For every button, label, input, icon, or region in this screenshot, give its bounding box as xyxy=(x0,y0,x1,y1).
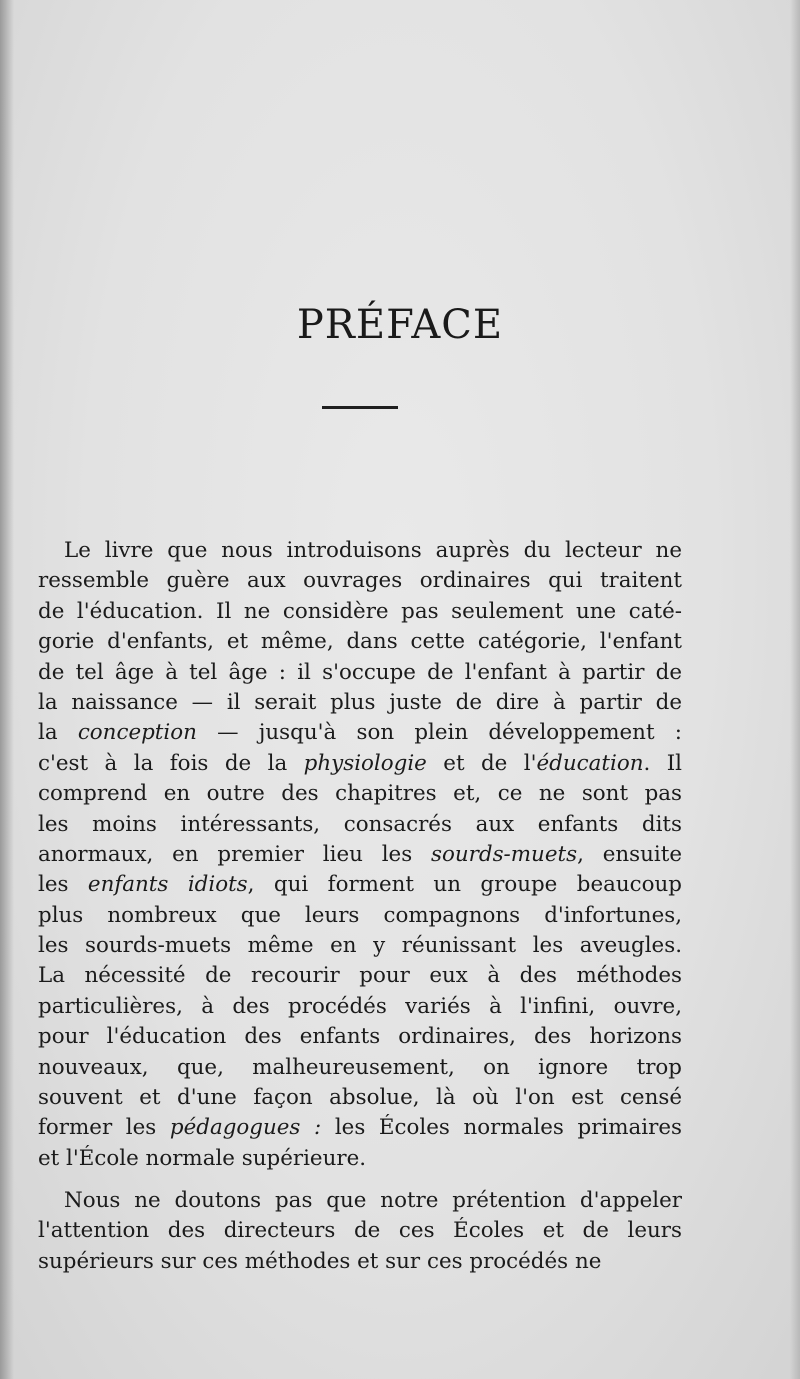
line-text: former les xyxy=(38,1115,170,1141)
line-text: pour l'éducation des enfants ordinaires, des horizons xyxy=(38,1024,682,1050)
text-line xyxy=(38,1022,682,1052)
italic-text: éducation xyxy=(536,750,644,776)
line-text: anormaux, en premier lieu les xyxy=(38,841,432,867)
text-line xyxy=(38,1216,682,1246)
line-text: les xyxy=(38,872,88,898)
line-text: de l'éducation. Il ne considère pas seulement une caté- xyxy=(38,598,682,624)
text-line xyxy=(38,536,682,566)
line-text: et de l' xyxy=(426,750,537,776)
paragraph-1 xyxy=(38,536,682,1174)
line-text: l'attention des directeurs de ces Écoles et de leurs xyxy=(38,1218,682,1244)
line-text: , ensuite xyxy=(577,841,682,867)
text-line xyxy=(38,658,682,688)
line-text: , qui forment un groupe beaucoup xyxy=(247,872,682,898)
text-line xyxy=(38,810,682,840)
line-text: les sourds-muets même en y réunissant les aveugles. xyxy=(38,933,682,959)
italic-text: enfants idiots xyxy=(87,872,248,898)
line-text: c'est à la fois de la xyxy=(38,750,304,776)
line-text: ressemble guère aux ouvrages ordinaires qui traitent xyxy=(38,568,682,594)
text-line xyxy=(38,992,682,1022)
text-line xyxy=(38,1113,682,1143)
page-title: PRÉFACE xyxy=(296,302,504,348)
line-text: La nécessité de recourir pour eux à des méthodes xyxy=(38,963,682,989)
line-text: et l'École normale supérieure. xyxy=(38,1145,367,1171)
text-line xyxy=(38,1053,682,1083)
italic-text: conception xyxy=(77,720,197,746)
text-line xyxy=(38,779,682,809)
line-text: supérieurs sur ces méthodes et sur ces procédés ne xyxy=(38,1248,602,1274)
text-line xyxy=(38,627,682,657)
text-line xyxy=(38,1247,682,1277)
text-line xyxy=(38,688,682,718)
line-text: gorie d'enfants, et même, dans cette catégorie, l'enfant xyxy=(38,629,682,655)
text-line xyxy=(38,749,682,779)
line-text: . Il xyxy=(643,750,683,776)
text-line xyxy=(38,870,682,900)
line-text: les Écoles normales primaires xyxy=(321,1115,683,1141)
line-text: comprend en outre des chapitres et, ce ne sont pas xyxy=(38,781,682,807)
text-line xyxy=(38,1144,682,1174)
italic-text: physiologie xyxy=(303,750,427,776)
text-line xyxy=(38,961,682,991)
line-text: — jusqu'à son plein développement : xyxy=(196,720,682,746)
italic-text: pédagogues : xyxy=(169,1115,322,1141)
line-text: plus nombreux que leurs compagnons d'infortunes, xyxy=(38,902,682,928)
italic-text: sourds-muets xyxy=(431,841,578,867)
title-rule xyxy=(322,406,398,409)
paragraph-2 xyxy=(38,1186,682,1277)
text-line xyxy=(38,1186,682,1216)
line-text: Nous ne doutons pas que notre prétention d'appeler xyxy=(64,1188,682,1213)
line-text: Le livre que nous introduisons auprès du lecteur ne xyxy=(64,538,682,563)
line-text: particulières, à des procédés variés à l'infini, ouvre, xyxy=(38,993,682,1019)
line-text: nouveaux, que, malheureusement, on ignore trop xyxy=(38,1054,682,1080)
line-text: la xyxy=(38,720,78,746)
line-text: les moins intéressants, consacrés aux enfants dits xyxy=(38,811,682,837)
spine-shadow xyxy=(0,0,14,1379)
text-line xyxy=(38,901,682,931)
page-edge-shadow xyxy=(790,0,800,1379)
text-line xyxy=(38,718,682,748)
text-line xyxy=(38,931,682,961)
text-line xyxy=(38,566,682,596)
line-text: souvent et d'une façon absolue, là où l'on est censé xyxy=(38,1085,682,1111)
text-line xyxy=(38,1083,682,1113)
text-line xyxy=(38,597,682,627)
line-text: la naissance — il serait plus juste de dire à partir de xyxy=(38,689,682,715)
text-line xyxy=(38,840,682,870)
line-text: de tel âge à tel âge : il s'occupe de l'enfant à partir de xyxy=(38,659,682,685)
